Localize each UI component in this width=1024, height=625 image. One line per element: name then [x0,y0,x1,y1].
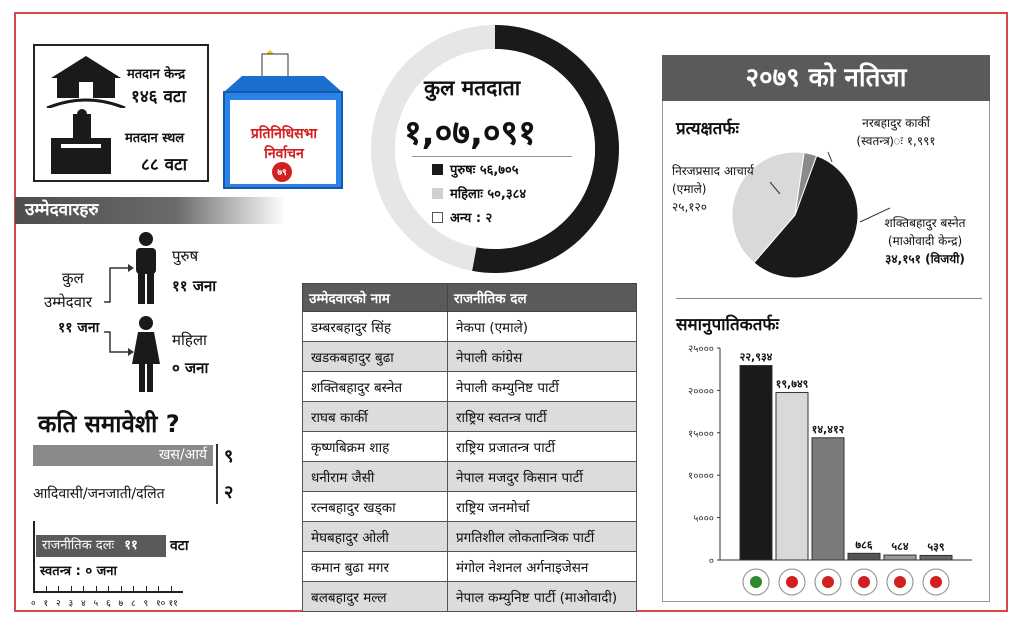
total-candidates-line1: कुल [62,269,84,287]
bar-y-tick-label: ० [708,556,714,567]
party-name-cell: मंगोल नेशनल अर्गनाइजेसन [448,552,637,582]
candidates-heading: उम्मेदवारहरु [15,197,285,224]
election-ballot-graphic [220,50,345,190]
inclusion-divider [216,444,218,504]
table-row [303,432,637,462]
pie-label-c-name: शक्तिबहादुर बस्नेत [884,216,966,230]
parties-unit: वटा [170,538,189,554]
male-label: पुरुष [172,247,199,265]
pie-label-b-name: निरजप्रसाद आचार्य [672,164,754,178]
proportional-bar-chart [662,336,990,602]
candidate-table [302,283,637,612]
polling-station-label: मतदान स्थल [125,131,185,146]
party-name-cell: नेपाल मजदुर किसान पार्टी [448,462,637,492]
parties-bar [36,535,166,557]
bar-pen [848,553,880,560]
other-swatch [432,212,443,223]
hammer-sickle-icon-mark [822,576,834,588]
ruler-tick-label: १० [156,599,166,609]
candidate-name-cell: मेघबहादुर ओली [303,522,448,552]
ruler-tick [46,586,47,592]
inclusion-row1-value: ९ [224,446,234,467]
party-name-cell: राष्ट्रिय स्वतन्त्र पार्टी [448,402,637,432]
voters-male: पुरुषः ५६,७०५ [450,163,519,178]
bar-y-tick-label: १५००० [688,428,714,440]
sun-icon-mark [786,576,798,588]
pie-label-c-sub: (माओवादी केन्द्र) [887,234,963,248]
results-heading: २०७९ को नतिजा [662,55,990,101]
ruler-tick-label: ६ [106,599,111,609]
total-candidates-line2: उम्मेदवार [44,293,93,311]
proportional-title: समानुपातिकतर्फः [676,315,779,335]
bar-sun [776,393,808,560]
ruler-tick-label: ३ [68,599,74,609]
bar-y-tick-label: ५००० [693,513,714,525]
ruler-tick-label: ११ [168,599,178,609]
results-separator [676,298,982,299]
bar-hammer-sickle [812,438,844,560]
bar-value-label: २२,९३४ [739,350,773,364]
voters-total: १,०७,०९१ [404,113,536,153]
table-row [303,462,637,492]
ruler-tick-label: २ [56,599,61,609]
table-row [303,552,637,582]
ballot-box-icon [45,108,117,178]
ruler-axis [33,521,35,593]
ruler-tick [133,586,134,592]
candidate-name-cell: डम्बरबहादुर सिंह [303,312,448,342]
ruler-tick-label: ४ [81,599,86,609]
male-person-icon [132,232,160,304]
bar-value-label: ५८४ [891,540,909,554]
inclusion-row2-value: २ [224,482,234,503]
table-row [303,372,637,402]
voters-female: महिलाः ५०,३८४ [450,187,527,202]
pie-label-b-val: २५,१२० [672,200,708,214]
female-swatch [432,188,443,199]
direct-title: प्रत्यक्षतर्फः [676,119,739,139]
pie-label-b-sub: (एमाले) [672,182,707,196]
polling-station-count: ८८ वटा [141,155,188,175]
parties-count: ११ [124,538,138,553]
ballot-title-line2: निर्वाचन [264,146,304,162]
inclusion-row1-label: खस/आर्य [33,445,213,466]
pen-icon-mark [858,576,870,588]
bracket-arrows [100,262,134,358]
candidate-name-cell: राघब कार्की [303,402,448,432]
ruler-tick-label: ७ [118,599,124,609]
bar-value-label: ५३९ [927,540,945,554]
table-row [303,492,637,522]
bar-value-label: १९,७४९ [775,377,809,391]
candidate-name-cell: कृष्णबिक्रम शाह [303,432,448,462]
pie-label-c [862,214,988,268]
party-name-cell: प्रगतिशील लोकतान्त्रिक पार्टी [448,522,637,552]
pie-label-c-val: ३४,१५१ (विजयी) [885,252,965,266]
bar-y-tick-label: २०००० [688,386,714,398]
ruler-tick [108,586,109,592]
candidate-name-cell: कमान बुढा मगर [303,552,448,582]
party-name-cell: राष्ट्रिय प्रजातन्त्र पार्टी [448,432,637,462]
party-name-cell: राष्ट्रिय जनमोर्चा [448,492,637,522]
total-candidates-count: ११ जना [58,320,100,336]
table-row [303,312,637,342]
table-header-party: राजनीतिक दल [448,284,637,312]
bar-y-tick-label: २५००० [688,344,714,355]
independent-count: स्वतन्त्र : ० जना [40,564,117,579]
ruler-tick [58,586,59,592]
ruler-tick [158,586,159,592]
table-row [303,522,637,552]
pie-label-a [836,114,956,150]
voters-title: कुल मतदाता [424,76,521,100]
ballot-title-line1: प्रतिनिधिसभा [250,126,318,142]
table-header-row [303,284,637,312]
bar-bell [884,555,916,560]
ruler-tick-label: ० [31,599,36,609]
polling-center-label: मतदान केन्द्र [127,67,186,82]
ruler-tick-label: १ [43,599,49,609]
plough-icon-mark [930,576,942,588]
bar-y-tick-label: १०००० [688,471,714,483]
table-row [303,342,637,372]
candidate-name-cell: खडकबहादुर बुढा [303,342,448,372]
voters-divider [412,156,572,157]
ruler-tick [171,586,172,592]
ruler-tick [96,586,97,592]
ballot-badge: ७९ [277,168,287,178]
candidate-name-cell: बलबहादुर मल्ल [303,582,448,612]
table-body [303,312,637,612]
ruler-tick [83,586,84,592]
pie-label-a-name: नरबहादुर कार्की [862,116,930,130]
polling-center-count: १४६ वटा [131,87,186,107]
ruler-tick [121,586,122,592]
inclusion-row2-label: आदिवासी/जनजाती/दलित [33,486,165,502]
pie-label-b [672,162,754,216]
male-count: ११ जना [172,277,217,295]
female-person-icon [130,316,162,392]
party-name-cell: नेकपा (एमाले) [448,312,637,342]
table-header-name: उम्मेदवारको नाम [303,284,448,312]
house-icon [43,52,129,108]
bar-value-label: १४,४१२ [811,422,845,436]
polling-box [33,44,209,182]
pie-label-a-sub: (स्वतन्त्र)ः १,९९१ [856,134,936,148]
bell-icon-mark [894,576,906,588]
voters-other: अन्य : २ [450,211,493,226]
ruler-tick-label: ८ [131,599,136,609]
male-swatch [432,164,443,175]
ruler-tick-label: ५ [93,599,99,609]
table-row [303,582,637,612]
party-name-cell: नेपाली कम्युनिष्ट पार्टी [448,372,637,402]
candidate-name-cell: धनीराम जैसी [303,462,448,492]
parties-label: राजनीतिक दलः [42,538,115,553]
candidate-name-cell: शक्तिबहादुर बस्नेत [303,372,448,402]
party-name-cell: नेपाल कम्युनिष्ट पार्टी (माओवादी) [448,582,637,612]
ruler-tick-label: ९ [143,599,149,609]
female-count: ० जना [172,359,209,377]
bar-value-label: ७८६ [855,538,873,552]
ruler-tick [71,586,72,592]
bar-plough [920,555,952,560]
candidate-name-cell: रत्नबहादुर खड्का [303,492,448,522]
tree-icon-mark [750,576,762,588]
party-name-cell: नेपाली कांग्रेस [448,342,637,372]
ruler-tick [146,586,147,592]
female-label: महिला [172,331,207,349]
table-row [303,402,637,432]
bar-tree [740,366,772,560]
ruler-tick [33,586,34,592]
inclusion-title: कति समावेशी ? [38,410,180,438]
